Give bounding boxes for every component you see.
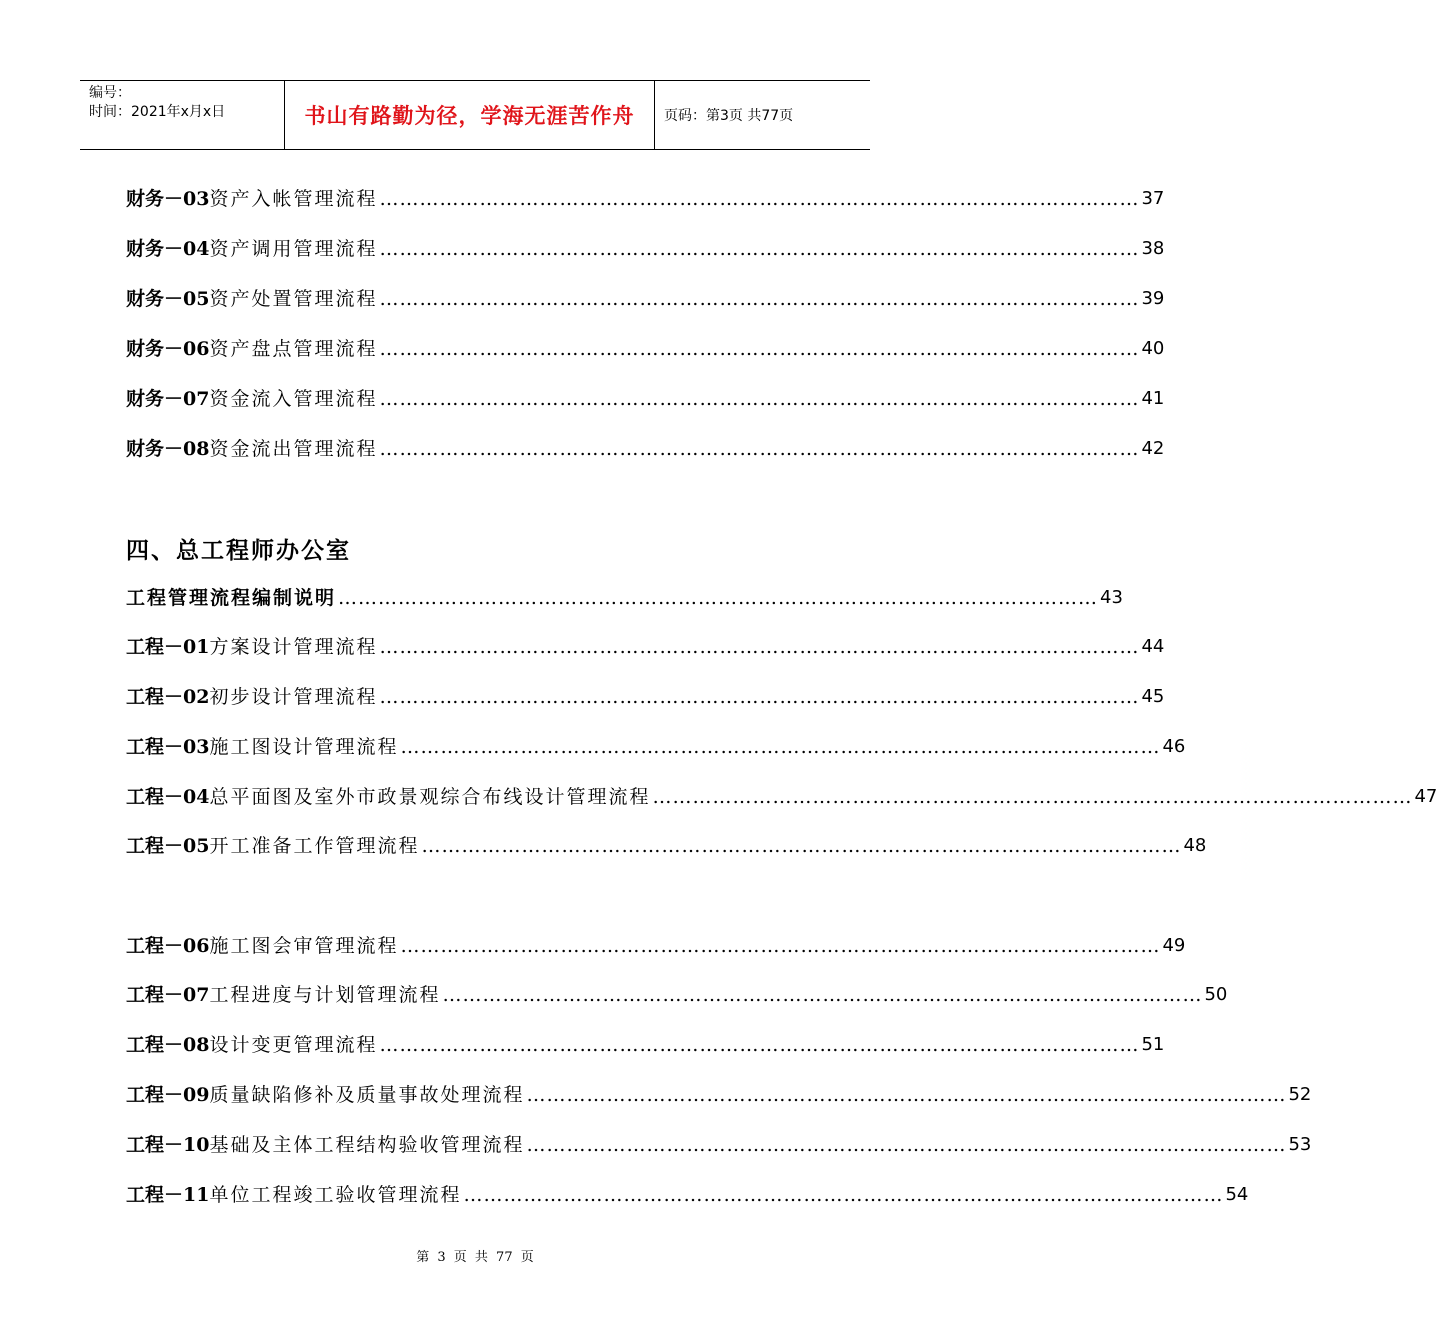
toc-leader: …………………………………………………………………………………………………… bbox=[463, 1184, 1224, 1206]
toc-page: 49 bbox=[1162, 935, 1186, 956]
time-label: 时间：2021年x月x日 bbox=[89, 104, 226, 120]
toc-page: 46 bbox=[1162, 736, 1186, 757]
toc-code: 工程－02 bbox=[126, 686, 210, 708]
number-label: 编号： bbox=[89, 85, 131, 101]
toc-title: 基础及主体工程结构验收管理流程 bbox=[209, 1134, 525, 1156]
toc-row[interactable] bbox=[126, 831, 1207, 861]
toc-leader: …………………………………………………………………………………………………… bbox=[379, 388, 1140, 410]
toc-page: 44 bbox=[1141, 636, 1165, 657]
toc-title: 总平面图及室外市政景观综合布线设计管理流程 bbox=[209, 786, 651, 808]
toc-page: 52 bbox=[1288, 1084, 1312, 1105]
toc-page: 39 bbox=[1141, 288, 1165, 309]
toc-leader: …………………………………………………………………………………………………… bbox=[442, 984, 1203, 1006]
toc-title: 开工准备工作管理流程 bbox=[209, 835, 420, 857]
toc-leader: …………………………………………………………………………………………………… bbox=[379, 238, 1140, 260]
toc-leader: …………………………………………………………………………………………………… bbox=[379, 338, 1140, 360]
toc-code: 工程－09 bbox=[126, 1084, 210, 1106]
toc-title: 资金流入管理流程 bbox=[209, 388, 378, 410]
toc-row[interactable] bbox=[126, 384, 1165, 414]
toc-leader: …………………………………………………………………………………………………… bbox=[400, 736, 1161, 758]
header-page-info: 页码：第3页 共77页 bbox=[664, 108, 794, 124]
toc-page: 41 bbox=[1141, 388, 1165, 409]
toc-leader: …………………………………………………………………………………………………… bbox=[379, 636, 1140, 658]
toc-row[interactable] bbox=[126, 1180, 1249, 1210]
toc-code: 财务－05 bbox=[126, 288, 210, 310]
toc-page: 40 bbox=[1141, 338, 1165, 359]
toc-title: 初步设计管理流程 bbox=[209, 686, 378, 708]
toc-code: 工程－01 bbox=[126, 636, 210, 658]
toc-title: 单位工程竣工验收管理流程 bbox=[209, 1184, 462, 1206]
toc-row[interactable] bbox=[126, 931, 1186, 961]
toc-page: 51 bbox=[1141, 1034, 1165, 1055]
section-heading: 四、总工程师办公室 bbox=[126, 537, 351, 564]
toc-code: 工程－10 bbox=[126, 1134, 210, 1156]
toc-code: 工程－03 bbox=[126, 736, 210, 758]
toc-leader: …………………………………………………………………………………………………… bbox=[379, 188, 1140, 210]
toc-title: 资产调用管理流程 bbox=[209, 238, 378, 260]
toc-row[interactable] bbox=[126, 1030, 1165, 1060]
toc-leader: …………………………………………………………………………………………………… bbox=[379, 288, 1140, 310]
toc-page: 37 bbox=[1141, 188, 1165, 209]
toc-code: 工程－08 bbox=[126, 1034, 210, 1056]
toc-page: 42 bbox=[1141, 438, 1165, 459]
toc-leader: …………………………………………………………………………………………………… bbox=[379, 1034, 1140, 1056]
toc-leader: …………………………………………………………………………………………………… bbox=[400, 935, 1161, 957]
toc-row[interactable] bbox=[126, 334, 1165, 364]
toc-page: 38 bbox=[1141, 238, 1165, 259]
header-meta bbox=[80, 81, 285, 149]
toc-code: 工程－11 bbox=[126, 1184, 210, 1206]
toc-code: 工程－06 bbox=[126, 935, 210, 957]
toc-page: 45 bbox=[1141, 686, 1165, 707]
toc-leader: …………………………………………………………………………………………………… bbox=[526, 1084, 1287, 1106]
toc-code: 财务－08 bbox=[126, 438, 210, 460]
toc-leader: …………………………………………………………………………………………………… bbox=[652, 786, 1413, 808]
page-footer: 第 3 页 共 77 页 bbox=[416, 1250, 534, 1265]
toc-row[interactable] bbox=[126, 434, 1165, 464]
page-header bbox=[80, 80, 870, 150]
toc-title: 施工图会审管理流程 bbox=[209, 935, 399, 957]
toc-page: 48 bbox=[1183, 835, 1207, 856]
toc-row[interactable] bbox=[126, 632, 1165, 662]
toc-title: 资产盘点管理流程 bbox=[209, 338, 378, 360]
toc-page: 47 bbox=[1414, 786, 1437, 807]
toc-page: 43 bbox=[1100, 587, 1123, 608]
toc-row[interactable] bbox=[126, 234, 1165, 264]
toc-leader: …………………………………………………………………………………………………… bbox=[379, 686, 1140, 708]
toc-code: 财务－06 bbox=[126, 338, 210, 360]
toc-row[interactable] bbox=[126, 1080, 1312, 1110]
toc-title: 施工图设计管理流程 bbox=[209, 736, 399, 758]
toc-code: 工程－05 bbox=[126, 835, 210, 857]
toc-row[interactable] bbox=[126, 1130, 1312, 1160]
toc-code: 财务－07 bbox=[126, 388, 210, 410]
toc-row[interactable] bbox=[126, 284, 1165, 314]
toc-title: 设计变更管理流程 bbox=[209, 1034, 378, 1056]
toc-title: 资产入帐管理流程 bbox=[209, 188, 378, 210]
toc-leader: …………………………………………………………………………………………………… bbox=[421, 835, 1182, 857]
toc-row[interactable] bbox=[126, 980, 1228, 1010]
toc-leader: …………………………………………………………………………………………………… bbox=[379, 438, 1140, 460]
header-motto: 书山有路勤为径，学海无涯苦作舟 bbox=[285, 81, 655, 149]
toc-title: 方案设计管理流程 bbox=[209, 636, 378, 658]
toc-leader: …………………………………………………………………………………………………… bbox=[338, 587, 1099, 609]
toc-row[interactable] bbox=[126, 583, 1123, 613]
toc-page: 50 bbox=[1204, 984, 1228, 1005]
toc-code: 工程－07 bbox=[126, 984, 210, 1006]
toc-title: 工程进度与计划管理流程 bbox=[209, 984, 441, 1006]
toc-page: 54 bbox=[1225, 1184, 1249, 1205]
toc-code: 财务－03 bbox=[126, 188, 210, 210]
toc-title: 资产处置管理流程 bbox=[209, 288, 378, 310]
toc-row[interactable] bbox=[126, 732, 1186, 762]
toc-code: 财务－04 bbox=[126, 238, 210, 260]
toc-title: 质量缺陷修补及质量事故处理流程 bbox=[209, 1084, 525, 1106]
toc-code: 工程－04 bbox=[126, 786, 210, 808]
toc-leader: …………………………………………………………………………………………………… bbox=[526, 1134, 1287, 1156]
toc-row[interactable] bbox=[126, 782, 1437, 812]
toc-title: 资金流出管理流程 bbox=[209, 438, 378, 460]
toc-row[interactable] bbox=[126, 184, 1165, 214]
toc-title: 工程管理流程编制说明 bbox=[126, 587, 337, 609]
toc-page: 53 bbox=[1288, 1134, 1312, 1155]
toc-row[interactable] bbox=[126, 682, 1165, 712]
